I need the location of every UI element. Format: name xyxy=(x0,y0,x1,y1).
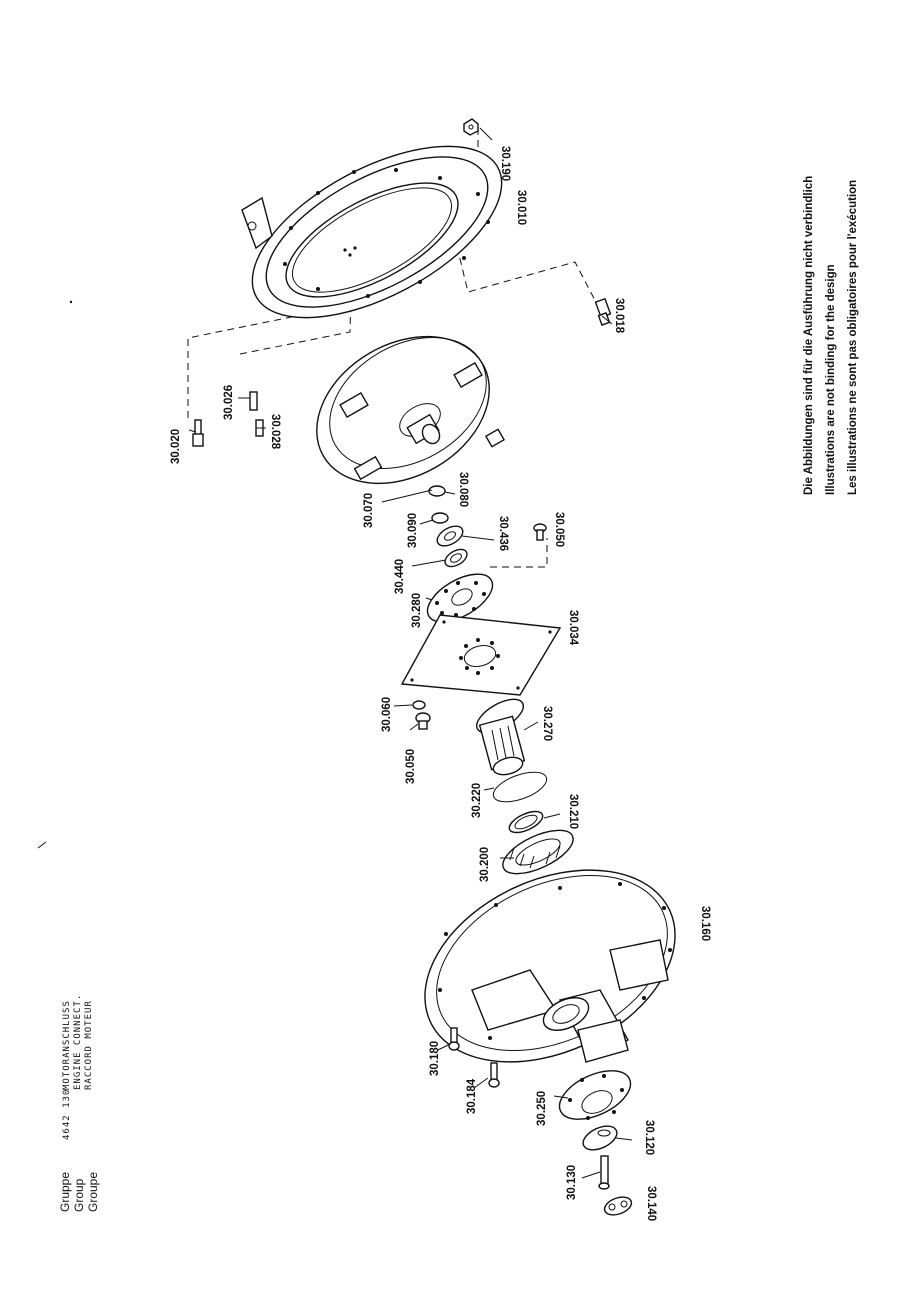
pin-30026 xyxy=(250,392,257,410)
flange-hub-30250 xyxy=(552,1061,638,1129)
washer-30060 xyxy=(413,701,425,709)
seal-30436 xyxy=(434,522,466,550)
label-30050-upper: 30.050 xyxy=(553,512,565,548)
bolt-30184 xyxy=(489,1063,499,1087)
label-30020: 30.020 xyxy=(170,428,182,464)
group-number: 4642 130 xyxy=(62,1088,72,1140)
label-30436: 30.436 xyxy=(497,516,509,552)
gruppe-label: Gruppe xyxy=(58,1171,72,1212)
label-30140: 30.140 xyxy=(645,1186,657,1222)
ring-30070 xyxy=(429,486,445,496)
lock-plate-30140 xyxy=(602,1194,634,1219)
housing-ring-30010 xyxy=(226,111,528,353)
label-30440: 30.440 xyxy=(394,558,406,594)
shaft-30270 xyxy=(471,693,528,778)
shim-30440 xyxy=(442,546,470,570)
label-30120: 30.120 xyxy=(643,1120,655,1156)
label-30200: 30.200 xyxy=(479,846,491,882)
disclaimer-english: Illustrations are not binding for the design xyxy=(825,264,837,495)
gasket-plate-30034 xyxy=(402,615,560,695)
title-english: ENGINE CONNECT. xyxy=(73,993,83,1090)
bolt-30180 xyxy=(449,1028,459,1050)
screw-30050-upper xyxy=(534,524,546,540)
groupe-label: Groupe xyxy=(86,1171,100,1212)
oring-30090 xyxy=(432,513,448,523)
scan-dot xyxy=(70,301,72,303)
label-30070: 30.070 xyxy=(363,492,375,528)
label-30160: 30.160 xyxy=(699,906,711,942)
scan-mark xyxy=(38,842,46,848)
label-30080: 30.080 xyxy=(457,472,469,508)
label-30180: 30.180 xyxy=(429,1040,441,1076)
disclaimer-german: Die Abbildungen sind für die Ausführung nicht verbindlich xyxy=(803,175,815,495)
label-30250: 30.250 xyxy=(536,1090,548,1126)
bolt-30130 xyxy=(599,1156,609,1189)
title-german: MOTORANSCHLUSS xyxy=(62,1000,72,1090)
label-30210: 30.210 xyxy=(567,794,579,830)
label-30026: 30.026 xyxy=(223,384,235,420)
screw-30050-lower xyxy=(416,713,430,729)
label-30010: 30.010 xyxy=(515,190,527,226)
label-30270: 30.270 xyxy=(541,706,553,742)
cap-30120 xyxy=(579,1121,620,1154)
label-30028: 30.028 xyxy=(269,414,281,450)
spacer-ring-30210 xyxy=(506,807,545,837)
label-30130: 30.130 xyxy=(566,1164,578,1200)
label-30090: 30.090 xyxy=(407,512,419,548)
nut-30190 xyxy=(464,119,478,135)
converter-housing xyxy=(290,307,515,513)
title-french: RACCORD MOTEUR xyxy=(84,1000,94,1090)
disclaimer-block xyxy=(803,176,859,495)
label-30034: 30.034 xyxy=(567,610,579,646)
label-30018: 30.018 xyxy=(613,298,625,334)
label-30190: 30.190 xyxy=(499,146,511,182)
header-block xyxy=(58,994,100,1212)
label-30280: 30.280 xyxy=(411,592,423,628)
disclaimer-french: Les illustrations ne sont pas obligatoires pour l'exécution xyxy=(847,179,859,495)
label-30050-lower: 30.050 xyxy=(405,748,417,784)
label-30060: 30.060 xyxy=(381,696,393,732)
group-label: Group xyxy=(72,1178,86,1212)
label-30184: 30.184 xyxy=(466,1078,478,1114)
bolt-30020 xyxy=(193,420,203,446)
label-30220: 30.220 xyxy=(471,782,483,818)
